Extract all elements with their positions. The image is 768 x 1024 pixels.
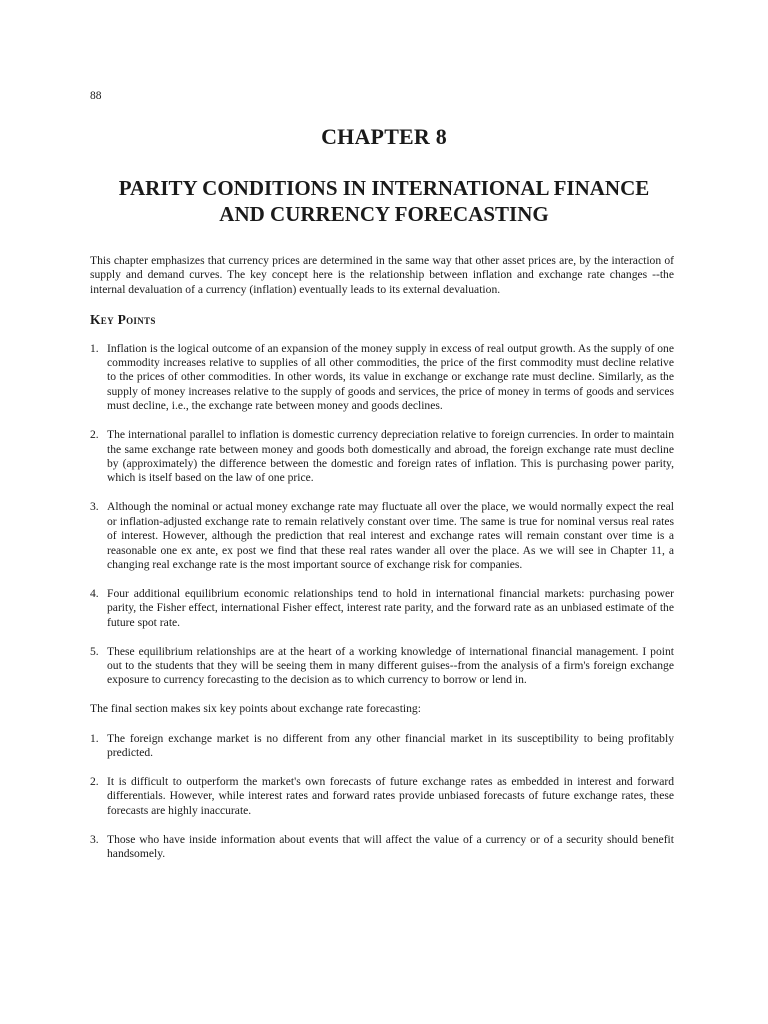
forecasting-intro-paragraph: The final section makes six key points about exchange rate forecasting: [90, 702, 421, 716]
intro-paragraph: This chapter emphasizes that currency prices are determined in the same way that other asset prices are, by the interaction of supply and demand curves. The key concept here is the relationship between inflation and exchange rate changes --the internal devaluation of a currency (inflation) eventually leads to its external devaluation. [90, 254, 674, 296]
list-item-text: Four additional equilibrium economic relationships tend to hold in international financial markets: purchasing power parity, the Fisher effect, international Fisher effect, interest rate parity, and the forward rate as an unbiased estimate of the future spot rate. [107, 586, 674, 629]
list-item-text: Those who have inside information about events that will affect the value of a currency or of a security should benefit handsomely. [107, 832, 674, 861]
list-item-text: These equilibrium relationships are at the heart of a working knowledge of international financial management. I point out to the students that they will be seeing them in many different guises--from the analysis of a firm's foreign exchange exposure to currency forecasting to the decision as to which currency to borrow or lend in. [107, 644, 674, 687]
chapter-subtitle-line-2: AND CURRENCY FORECASTING [219, 202, 549, 226]
list-item-number: 2. [90, 428, 99, 442]
body-content [90, 254, 674, 876]
list-item-text: Inflation is the logical outcome of an expansion of the money supply in excess of real output growth. As the supply of one commodity increases relative to supplies of all other commodities, the price of the first commodity must decline relative to the prices of other commodities. In other words, its value in exchange or exchange rate must decline. Similarly, as the supply of money increases relative to the supply of goods and services, the price of money in terms of goods and services must decline, i.e., the exchange rate between money and goods declines. [107, 341, 674, 413]
list-item [90, 587, 674, 630]
list-item-number: 5. [90, 644, 99, 658]
list-item-text: It is difficult to outperform the market's own forecasts of future exchange rates as embedded in interest and forward differentials. However, while interest rates and forward rates provide unbiased forecasts of future exchange rates, these forecasts are highly inaccurate. [107, 774, 674, 817]
list-item-text: Although the nominal or actual money exchange rate may fluctuate all over the place, we would normally expect the real or inflation-adjusted exchange rate to remain relatively constant over time. The same is true for nominal versus real rates of interest. However, although the prediction that real interest and exchange rates will remain constant over time is a reasonable one ex ante, ex post we find that these real rates wander all over the place. As we will see in Chapter 11, a changing real exchange rate is the most important source of exchange risk for companies. [107, 500, 674, 571]
list-item-number: 4. [90, 586, 99, 600]
list-item [90, 500, 674, 572]
list-item-number: 2. [90, 774, 99, 788]
list-item-number: 1. [90, 731, 99, 745]
list-item [90, 342, 674, 414]
key-points-heading: Key Points [90, 312, 156, 328]
list-item [90, 732, 674, 761]
page-number: 88 [90, 90, 102, 102]
list-item-number: 1. [90, 341, 99, 355]
chapter-title: CHAPTER 8 [321, 124, 447, 149]
forecasting-points-list [90, 732, 674, 862]
chapter-subtitle [60, 175, 708, 227]
list-item [90, 645, 674, 688]
list-item-number: 3. [90, 832, 99, 846]
chapter-subtitle-line-1: PARITY CONDITIONS IN INTERNATIONAL FINANCE [118, 176, 650, 200]
list-item-text: The foreign exchange market is no different from any other financial market in its susceptibility to being profitably predicted. [107, 731, 674, 760]
list-item [90, 833, 674, 862]
list-item [90, 428, 674, 486]
list-item-text: The international parallel to inflation is domestic currency depreciation relative to foreign currencies. In order to maintain the same exchange rate between money and goods both domestically and abroad, the foreign exchange rate must decline by (approximately) the difference between the domestic and foreign rates of inflation. This is purchasing power parity, which is itself based on the law of one price. [107, 428, 674, 485]
list-item-number: 3. [90, 500, 99, 514]
list-item [90, 775, 674, 818]
key-points-list [90, 342, 674, 688]
